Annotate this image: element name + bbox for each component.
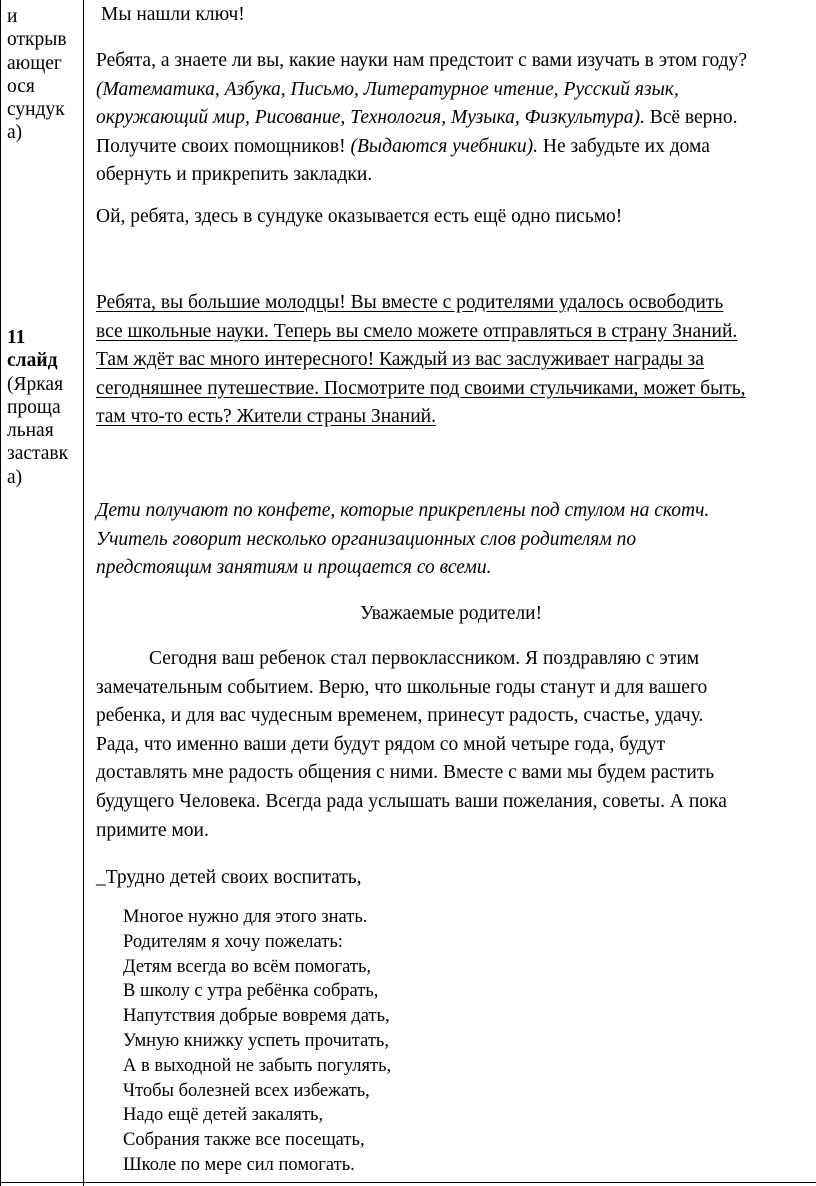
paragraph-line: обернуть и прикрепить закладки. [96, 164, 373, 186]
poem-first-line: _Трудно детей своих воспитать, [96, 867, 362, 888]
line-start: Получите своих помощников! [96, 135, 351, 157]
parents-greeting: Уважаемые родители! [360, 603, 543, 624]
subject-list-end: окружающий мир, Рисование, Технология, Музыка, Физкультура). [96, 107, 645, 129]
row1-left-cell [7, 5, 67, 145]
letter-line: все школьные науки. Теперь вы смело можете отправляться в страну Знаний. [96, 320, 738, 342]
poem-line: Чтобы болезней всех избежать, [123, 1080, 370, 1101]
speech-line: Сегодня ваш ребенок стал первоклассником. Я поздравляю с этим [149, 648, 700, 669]
row1-left-line: сундук [7, 99, 65, 121]
poem [123, 905, 391, 1178]
table-border-bottom [0, 1182, 816, 1183]
row2-left-line: а) [7, 466, 23, 488]
poem-line: Умную книжку успеть прочитать, [123, 1030, 389, 1051]
stage-direction: (Выдаются учебники). [350, 135, 538, 157]
speech-line: ребенка, и для вас чудесным временем, принесут радость, счастье, удачу. [96, 705, 704, 727]
paragraph-line [96, 104, 816, 133]
speech-line: будущего Человека. Всегда рада услышать ваши пожелания, советы. А пока [96, 790, 727, 812]
note-line: Дети получают по конфете, которые прикреплены под стулом на скотч. [96, 500, 710, 521]
letter-line: Ребята, вы большие молодцы! Вы вместе с родителями удалось освободить [96, 292, 724, 313]
line-tail: Всё верно. [644, 107, 738, 129]
row2-left-line: заставк [7, 443, 69, 465]
letter-line: там что-то есть? Жители страны Знаний. [96, 406, 436, 428]
row1-left-line: а) [7, 122, 23, 144]
slide-label: слайд [7, 350, 58, 372]
poem-line: Родителям я хочу пожелать: [123, 931, 343, 952]
poem-line: Многое нужно для этого знать. [123, 907, 368, 927]
note-line: Учитель говорит несколько организационных слов родителям по [96, 528, 637, 550]
letter-line: Там ждёт вас много интересного! Каждый из вас заслуживает награды за [96, 349, 704, 371]
poem-line: Напутствия добрые вовремя дать, [123, 1006, 390, 1027]
row2-left-line: (Яркая [7, 373, 64, 395]
poem-line: Школе по мере сил помогать. [123, 1154, 355, 1175]
row1-left-line: и [7, 6, 18, 27]
paragraph-line: Ребята, а знаете ли вы, какие науки нам предстоит с вами изучать в этом году? [96, 50, 748, 71]
row2-left-line: льная [7, 420, 54, 442]
letter-line: сегодняшнее путешествие. Посмотрите под своими стульчиками, может быть, [96, 377, 746, 399]
speech-line: замечательным событием. Верю, что школьные годы станут и для вашего [96, 676, 708, 698]
line-tail: Не забудьте их дома [537, 135, 710, 157]
row1-left-line: ося [7, 75, 35, 97]
table-column-divider [83, 0, 84, 1186]
poem-line: Собрания также все посещать, [123, 1130, 365, 1151]
another-letter-text: Ой, ребята, здесь в сундуке оказывается есть ещё одно письмо! [96, 206, 623, 227]
table-border-left [0, 0, 1, 1186]
slide-number: 11 [7, 327, 26, 348]
letter-from-knowledge-land [96, 289, 816, 432]
speech-line: примите мои. [96, 819, 209, 841]
row2-left-line: проща [7, 396, 61, 418]
found-key-text: Мы нашли ключ! [101, 4, 245, 25]
teacher-note [96, 497, 816, 583]
paragraph-line [96, 133, 816, 162]
lesson-paragraph-sciences [96, 47, 816, 190]
poem-line: А в выходной не забыть погулять, [123, 1055, 392, 1076]
paragraph-line: (Математика, Азбука, Письмо, Литературное чтение, Русский язык, [96, 78, 679, 100]
poem-line: В школу с утра ребёнка собрать, [123, 981, 379, 1002]
teacher-speech [96, 645, 816, 845]
row1-left-line: ающег [7, 52, 62, 74]
poem-line: Надо ещё детей закалять, [123, 1105, 324, 1126]
speech-line: Рада, что именно ваши дети будут рядом со мной четыре года, будут [96, 733, 666, 755]
note-line: предстоящим занятиям и прощается со всеми. [96, 557, 492, 579]
poem-line: Детям всегда во всём помогать, [123, 956, 372, 977]
row1-left-line: открыв [7, 29, 67, 51]
speech-line: доставлять мне радость общения с ними. Вместе с вами мы будем растить [96, 762, 715, 784]
row2-left-cell [7, 326, 68, 489]
